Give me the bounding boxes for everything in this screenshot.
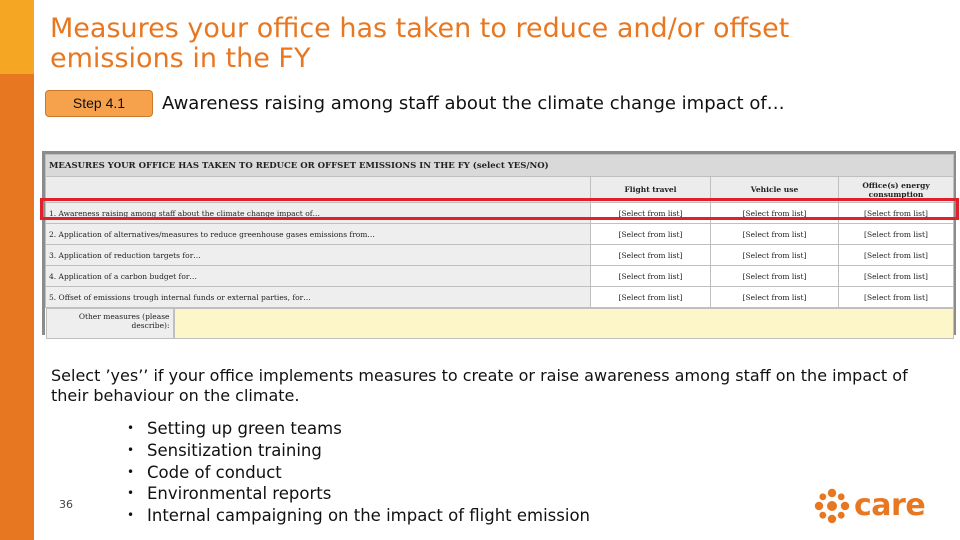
row-highlight-box [40, 198, 959, 220]
page-number: 36 [59, 498, 73, 511]
table-header: MEASURES YOUR OFFICE HAS TAKEN TO REDUCE OR OFFSET EMISSIONS IN THE FY (select YES/NO) [46, 155, 954, 177]
measures-table-container [42, 151, 956, 335]
bullet-icon: • [127, 486, 135, 501]
step-badge: Step 4.1 [45, 90, 153, 117]
left-accent-bar [0, 0, 34, 540]
select-cell[interactable]: [Select from list] [839, 224, 954, 245]
list-item-text: Sensitization training [147, 440, 322, 460]
slide-title: Measures your office has taken to reduce and/or offset emissions in the FY [50, 13, 790, 74]
table-row [46, 266, 954, 287]
list-item-text: Setting up green teams [147, 419, 342, 438]
select-cell[interactable]: [Select from list] [711, 245, 839, 266]
column-header-energy: Office(s) energy consumption [839, 177, 954, 203]
select-cell[interactable]: [Select from list] [711, 266, 839, 287]
column-header-vehicle: Vehicle use [711, 177, 839, 203]
list-item [125, 462, 590, 484]
list-item-text: Internal campaigning on the impact of flight emission [147, 506, 591, 526]
table-row [46, 287, 954, 308]
select-cell[interactable]: [Select from list] [839, 203, 954, 224]
care-logo [812, 487, 942, 527]
select-cell[interactable]: [Select from list] [711, 203, 839, 224]
row-label: 5. Offset of emissions trough internal funds or external parties, for… [46, 287, 591, 308]
table-row [46, 245, 954, 266]
select-cell[interactable]: [Select from list] [591, 287, 711, 308]
column-header-flight: Flight travel [591, 177, 711, 203]
list-item [125, 440, 590, 462]
left-accent-bar-top [0, 0, 34, 74]
bullet-icon: • [127, 442, 135, 457]
bullet-icon: • [127, 508, 135, 523]
select-cell[interactable]: [Select from list] [839, 287, 954, 308]
row-label: 4. Application of a carbon budget for… [46, 266, 591, 287]
select-cell[interactable]: [Select from list] [711, 224, 839, 245]
select-cell[interactable]: [Select from list] [711, 287, 839, 308]
table-row [46, 224, 954, 245]
care-logo-icon [812, 487, 852, 525]
description-suffix: if your office implements measures to create or raise awareness among staff on the impact of their behaviour on the climate. [51, 366, 908, 405]
description-text [51, 366, 931, 406]
other-measures-label-line2: describe): [131, 321, 170, 330]
care-logo-text: care [854, 488, 926, 523]
select-cell[interactable]: [Select from list] [591, 266, 711, 287]
select-cell[interactable]: [Select from list] [591, 203, 711, 224]
list-item-text: Environmental reports [147, 484, 332, 504]
row-label: 2. Application of alternatives/measures to reduce greenhouse gases emissions from… [46, 224, 591, 245]
bullet-icon: • [127, 464, 135, 479]
list-item-text: Code of conduct [147, 462, 282, 482]
select-cell[interactable]: [Select from list] [591, 245, 711, 266]
other-measures-label-line1: Other measures (please [78, 312, 170, 321]
list-item [125, 418, 590, 440]
row-label: 1. Awareness raising among staff about the climate change impact of… [46, 203, 591, 224]
select-cell[interactable]: [Select from list] [591, 224, 711, 245]
description-keyword: ’yes’’ [105, 366, 149, 385]
bullet-icon: • [127, 421, 135, 435]
select-cell[interactable]: [Select from list] [839, 245, 954, 266]
measures-table [45, 154, 954, 339]
other-measures-row [46, 308, 954, 339]
list-item [125, 505, 590, 527]
row-label: 3. Application of reduction targets for… [46, 245, 591, 266]
step-heading: Awareness raising among staff about the climate change impact of… [162, 93, 785, 114]
bullet-list [125, 418, 590, 527]
other-measures-label [46, 308, 174, 339]
select-cell[interactable]: [Select from list] [839, 266, 954, 287]
other-measures-input[interactable] [174, 308, 954, 339]
list-item [125, 483, 590, 505]
description-prefix: Select [51, 366, 106, 385]
